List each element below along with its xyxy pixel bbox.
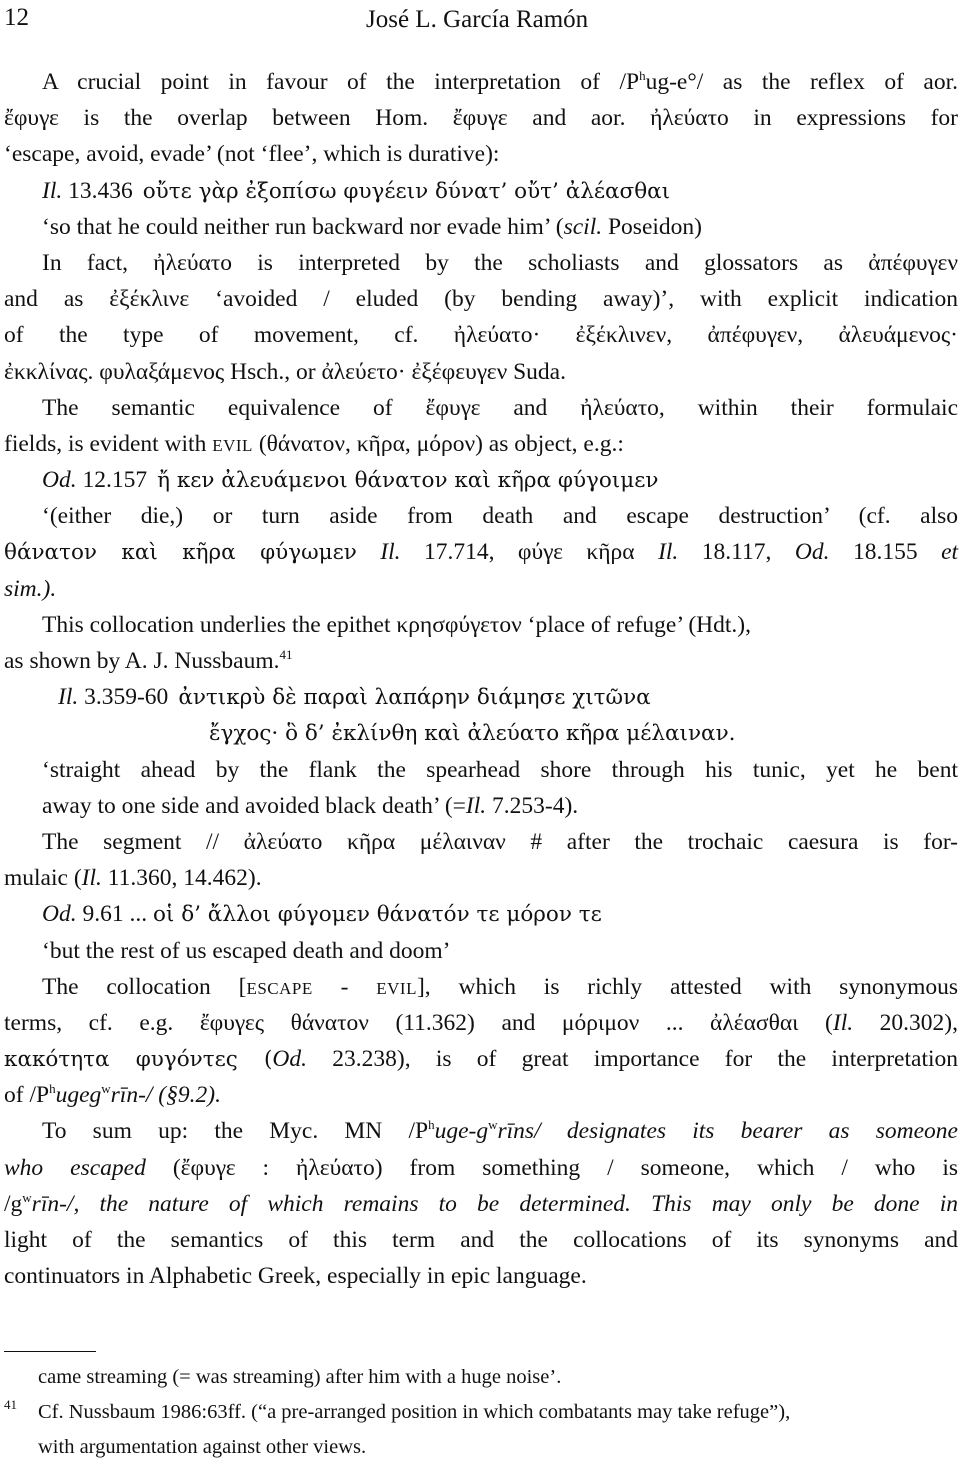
body-text: [4, 64, 958, 1294]
text-line: fields, is evident with EVIL (θάνατον, κῆρα, μόρον) as object, e.g.:: [4, 430, 624, 457]
footnote-line: came streaming (= was streaming) after him with a huge noise’.: [38, 1366, 562, 1388]
citation-line: Il. 3.359-60 ἀντικρὺ δὲ παραὶ λαπάρην διάμησε χιτῶνα: [58, 684, 651, 711]
text-line: of the type of movement, cf. ἠλεύατο· ἐξέκλινεν, ἀπέφυγεν, ἀλευάμενος·: [4, 322, 958, 349]
text-line: ‘escape, avoid, evade’ (not ‘flee’, which is durative):: [4, 141, 500, 168]
footnote-marker: 41: [4, 1397, 17, 1412]
text-line: The semantic equivalence of ἔφυγε and ἠλεύατο, within their formulaic: [42, 394, 958, 421]
text-line: $/g^wrīn-/$, the nature of which remains to be determined. This may only be done in: [4, 1189, 958, 1217]
text-line: who escaped (ἔφυγε : ἠλεύατο) from something / someone, which / who is: [4, 1154, 958, 1181]
text-line: as shown by A. J. Nussbaum.$^{41}$: [4, 647, 293, 674]
greek-quote: ἔγχος· ὃ δ’ ἐκλίνθη καὶ ἀλεύατο κῆρα μέλαιναν.: [209, 721, 736, 747]
text-line: continuators in Alphabetic Greek, especially in epic language.: [4, 1263, 587, 1290]
footnote-ref: 41: [279, 647, 293, 663]
running-head: José L. García Ramón: [366, 6, 589, 33]
translation-line: ‘but the rest of us escaped death and doom’: [42, 937, 451, 964]
citation-line: Od. 12.157 ἤ κεν ἀλευάμενοι θάνατον καὶ κῆρα φύγοιμεν: [42, 467, 659, 494]
text-line: terms, cf. e.g. ἔφυγες θάνατον (11.362) and μόριμον ... ἀλέασθαι (Il. 20.302),: [4, 1009, 958, 1036]
page-number: 12: [4, 4, 29, 31]
text-line: of $/P^hugeg^wrīn-/$ (§9.2).: [4, 1081, 221, 1109]
translation-line: ‘(either die,) or turn aside from death and escape destruction’ (cf. also: [42, 503, 958, 530]
translation-line: ‘so that he could neither run backward nor evade him’ (scil. Poseidon): [42, 213, 702, 240]
text-line: ἔφυγε is the overlap between Hom. ἔφυγε and aor. ἠλεύατο in expressions for: [4, 105, 958, 132]
text-line: This collocation underlies the epithet κρησφύγετον ‘place of refuge’ (Hdt.),: [42, 611, 751, 638]
text-line: light of the semantics of this term and the collocations of its synonyms and: [4, 1227, 958, 1253]
text-line: ἐκκλίνας. φυλαξάμενος Hsch., or ἀλεύετο· ἐξέφευγεν Suda.: [4, 358, 566, 385]
text-line: sim.).: [4, 575, 57, 602]
greek-quote: ἀντικρὺ δὲ παραὶ λαπάρην διάμησε χιτῶνα: [178, 685, 651, 711]
text-line: κακότητα φυγόντες (Od. 23.238), is of great importance for the interpretation: [4, 1046, 958, 1073]
greek-quote: οὔτε γὰρ ἐξοπίσω φυγέειν δύνατ’ οὔτ’ ἀλέασθαι: [142, 178, 671, 204]
citation-line: Od. 9.61 ... οἱ δ’ ἄλλοι φύγομεν θάνατόν τε μόρον τε: [42, 901, 602, 928]
translation-line: ‘straight ahead by the flank the spearhead shore through his tunic, yet he bent: [42, 756, 958, 783]
text-line: mulaic (Il. 11.360, 14.462).: [4, 865, 262, 892]
text-line: To sum up: the Myc. MN $/P^huge-g^wrīns/$ designates its bearer as someone: [42, 1117, 958, 1145]
text-line: The segment // ἀλεύατο κῆρα μέλαιναν # after the trochaic caesura is for-: [42, 828, 958, 855]
text-line: θάνατον καὶ κῆρα φύγωμεν Il. 17.714, φύγε κῆρα Il. 18.117, Od. 18.155 et: [4, 539, 959, 566]
greek-quote: ἤ κεν ἀλευάμενοι θάνατον καὶ κῆρα φύγοιμεν: [157, 468, 659, 494]
translation-line: away to one side and avoided black death’ (=Il. 7.253-4).: [42, 792, 579, 819]
citation-line: [4, 715, 958, 751]
text-line: and as ἐξέκλινε ‘avoided / eluded (by bending away)’, with explicit indication: [4, 286, 958, 313]
text-line: In fact, ἠλεύατο is interpreted by the scholiasts and glossators as ἀπέφυγεν: [42, 249, 958, 276]
footnote-line: 41 Cf. Nussbaum 1986:63ff. (“a pre-arranged position in which combatants may take refuge”),: [0, 1395, 958, 1430]
footnote: [0, 1360, 958, 1465]
footnote-divider: [4, 1351, 96, 1352]
text-line: A crucial point in favour of the interpretation of $/P^hug-e^\circ/$ as the reflex of aor.: [42, 68, 958, 95]
greek-quote: οἱ δ’ ἄλλοι φύγομεν θάνατόν τε μόρον τε: [152, 902, 602, 928]
text-line: The collocation [ESCAPE - EVIL], which is richly attested with synonymous: [42, 973, 959, 1000]
citation-line: Il. 13.436 οὔτε γὰρ ἐξοπίσω φυγέειν δύνατ’ οὔτ’ ἀλέασθαι: [42, 177, 671, 204]
page-header: [0, 4, 960, 36]
footnote-line: with argumentation against other views.: [38, 1436, 367, 1458]
